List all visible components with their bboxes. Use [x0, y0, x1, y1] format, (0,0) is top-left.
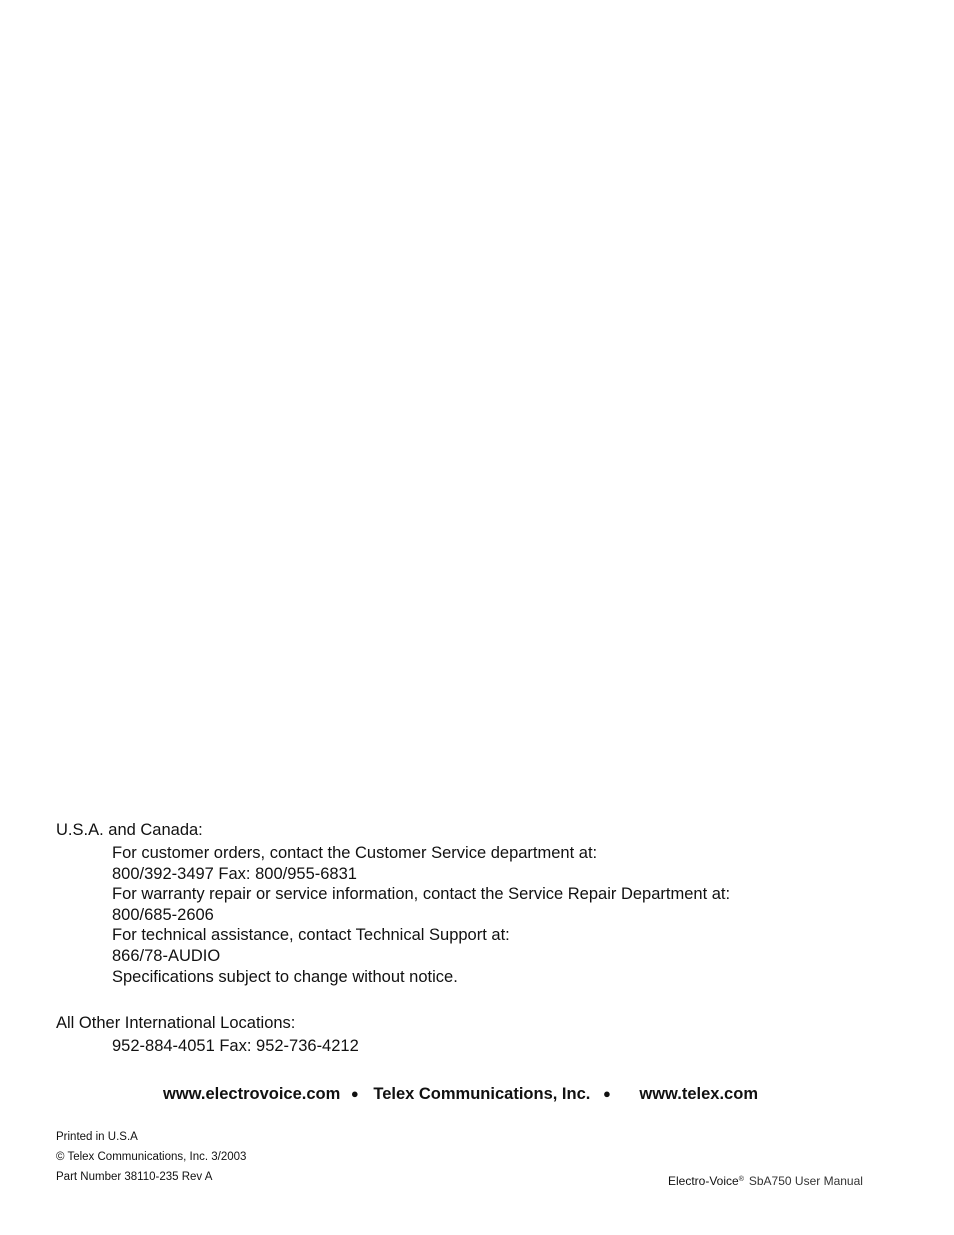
- international-heading: All Other International Locations:: [56, 1014, 296, 1032]
- printed-location: Printed in U.S.A: [56, 1131, 138, 1143]
- bullet-separator: ●: [602, 1086, 611, 1101]
- usa-contact-line: 866/78-AUDIO: [112, 946, 221, 965]
- electrovoice-website-link[interactable]: www.electrovoice.com: [163, 1085, 341, 1103]
- usa-contact-line: For customer orders, contact the Customer Service department at:: [112, 844, 598, 862]
- copyright-notice: © Telex Communications, Inc. 3/2003: [56, 1151, 247, 1163]
- bullet-separator: ●: [350, 1086, 359, 1101]
- international-contact-list: [112, 1036, 359, 1057]
- company-name: Telex Communications, Inc.: [373, 1085, 591, 1103]
- manual-footer: [668, 1174, 863, 1188]
- manual-title: SbA750 User Manual: [748, 1174, 863, 1188]
- usa-contact-line: For technical assistance, contact Technical Support at:: [112, 926, 510, 945]
- usa-contact-line: For warranty repair or service information, contact the Service Repair Department at:: [112, 885, 731, 904]
- usa-canada-heading: U.S.A. and Canada:: [56, 821, 203, 839]
- usa-contact-line: Specifications subject to change without notice.: [112, 967, 458, 986]
- international-contact-line: 952-884-4051 Fax: 952-736-4212: [112, 1037, 359, 1055]
- usa-contact-line: 800/392-3497 Fax: 800/955-6831: [112, 864, 357, 883]
- part-number: Part Number 38110-235 Rev A: [56, 1171, 213, 1183]
- registered-mark: ®: [738, 1176, 744, 1183]
- brand-name: Electro-Voice: [668, 1174, 739, 1188]
- web-links-bar: [163, 1084, 758, 1105]
- usa-contact-list: [112, 843, 730, 987]
- telex-website-link[interactable]: www.telex.com: [639, 1085, 758, 1103]
- print-info-block: [56, 1127, 246, 1187]
- usa-contact-line: 800/685-2606: [112, 905, 214, 924]
